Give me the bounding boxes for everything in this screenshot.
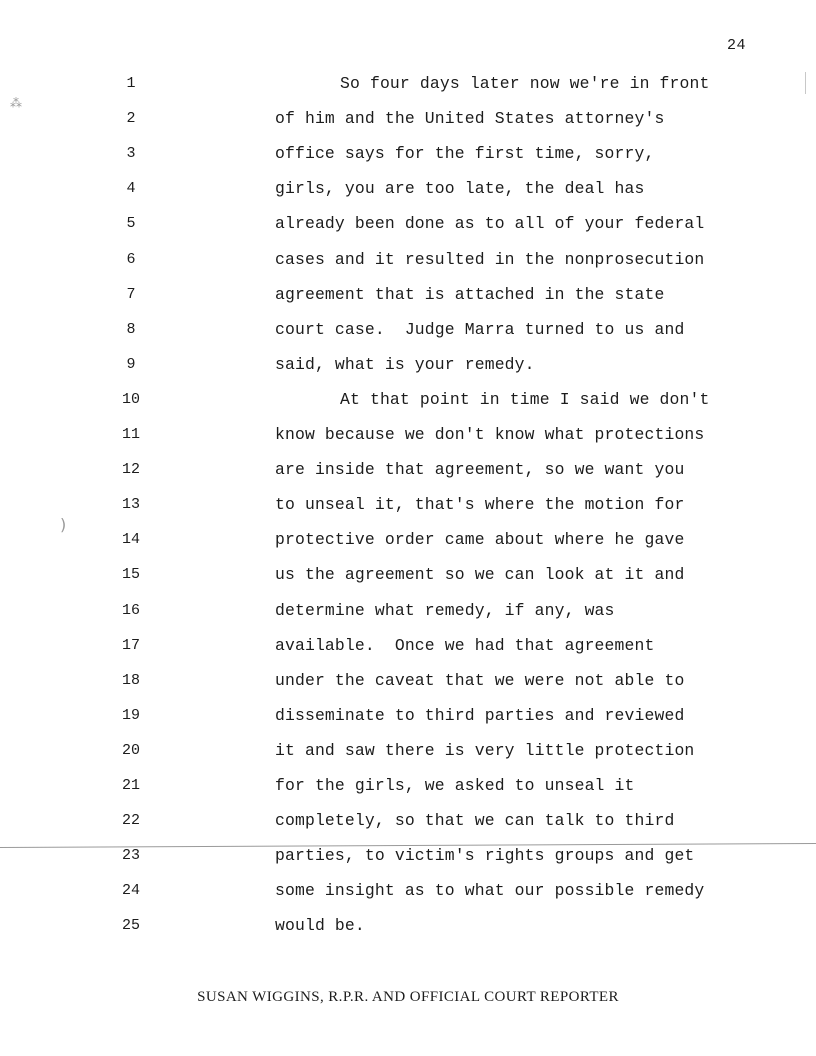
line-number: 5 [126,215,136,233]
line-number: 9 [126,355,136,373]
line-number: 13 [121,496,140,514]
line-number: 16 [121,601,140,619]
line-number: 10 [121,390,140,408]
line-text: So four days later now we're in front [340,74,710,93]
transcript-line [0,460,816,480]
line-text: parties, to victim's rights groups and get [275,846,695,866]
line-text: us the agreement so we can look at it and [275,565,685,585]
line-text: for the girls, we asked to unseal it [275,776,635,795]
transcript-line [0,530,816,550]
transcript-line [0,741,816,761]
line-text: said, what is your remedy. [275,354,535,374]
line-number: 7 [126,285,136,303]
line-text: some insight as to what our possible remedy [275,881,705,901]
transcript-line [0,320,816,340]
line-text: At that point in time I said we don't [340,389,710,409]
transcript-line [0,846,816,866]
transcript-line [0,74,816,94]
line-text: under the caveat that we were not able to [275,670,685,690]
transcript-line [0,179,816,199]
line-text: to unseal it, that's where the motion for [275,495,685,515]
line-number: 17 [121,636,140,654]
transcript-line [0,144,816,164]
line-number: 4 [126,180,136,198]
line-number: 6 [126,250,136,268]
line-number: 1 [126,75,136,92]
line-text: court case. Judge Marra turned to us and [275,319,685,339]
line-number: 8 [126,320,136,338]
line-text: girls, you are too late, the deal has [275,179,645,199]
transcript-line [0,285,816,305]
line-text: office says for the first time, sorry, [275,144,655,164]
line-number: 3 [126,145,136,163]
line-text: protective order came about where he gave [275,530,685,550]
transcript-line [0,495,816,515]
transcript-line [0,214,816,234]
line-text: agreement that is attached in the state [275,284,665,304]
page-number: 24 [727,37,747,54]
line-number: 25 [121,917,140,935]
line-text: disseminate to third parties and reviewed [275,705,685,725]
line-text: know because we don't know what protections [275,425,705,444]
line-number: 24 [121,882,140,900]
line-number: 22 [121,812,140,830]
scan-artifact-paren-icon: ) [60,515,67,534]
transcript-line [0,565,816,585]
line-number: 20 [121,741,140,759]
line-number: 11 [121,426,140,443]
transcript-line [0,811,816,831]
line-number: 23 [121,847,140,865]
transcript-line [0,671,816,691]
transcript-line [0,601,816,621]
line-text: available. Once we had that agreement [275,635,655,655]
line-text: already been done as to all of your federal [275,214,705,234]
line-text: completely, so that we can talk to third [275,811,675,831]
line-number: 19 [121,706,140,724]
line-number: 18 [121,671,140,689]
transcript-line [0,390,816,410]
line-text: of him and the United States attorney's [275,109,665,129]
line-number: 14 [121,531,140,549]
transcript-line [0,250,816,270]
court-reporter-footer: SUSAN WIGGINS, R.P.R. AND OFFICIAL COURT REPORTER [197,989,619,1005]
transcript-line [0,881,816,901]
line-number: 12 [121,461,140,479]
transcript-line [0,355,816,375]
line-text: cases and it resulted in the nonprosecution [275,249,705,269]
line-number: 21 [121,777,140,794]
line-number: 2 [126,110,136,128]
line-number: 15 [121,566,140,584]
transcript-line [0,425,816,445]
line-text: would be. [275,916,365,936]
transcript-line [0,916,816,936]
transcript-line [0,636,816,656]
line-text: it and saw there is very little protection [275,740,695,760]
transcript-line [0,776,816,796]
line-text: determine what remedy, if any, was [275,600,615,620]
transcript-line [0,706,816,726]
scan-artifact-icon: ⁂ [10,96,22,110]
line-text: are inside that agreement, so we want you [275,460,685,480]
transcript-line [0,109,816,129]
